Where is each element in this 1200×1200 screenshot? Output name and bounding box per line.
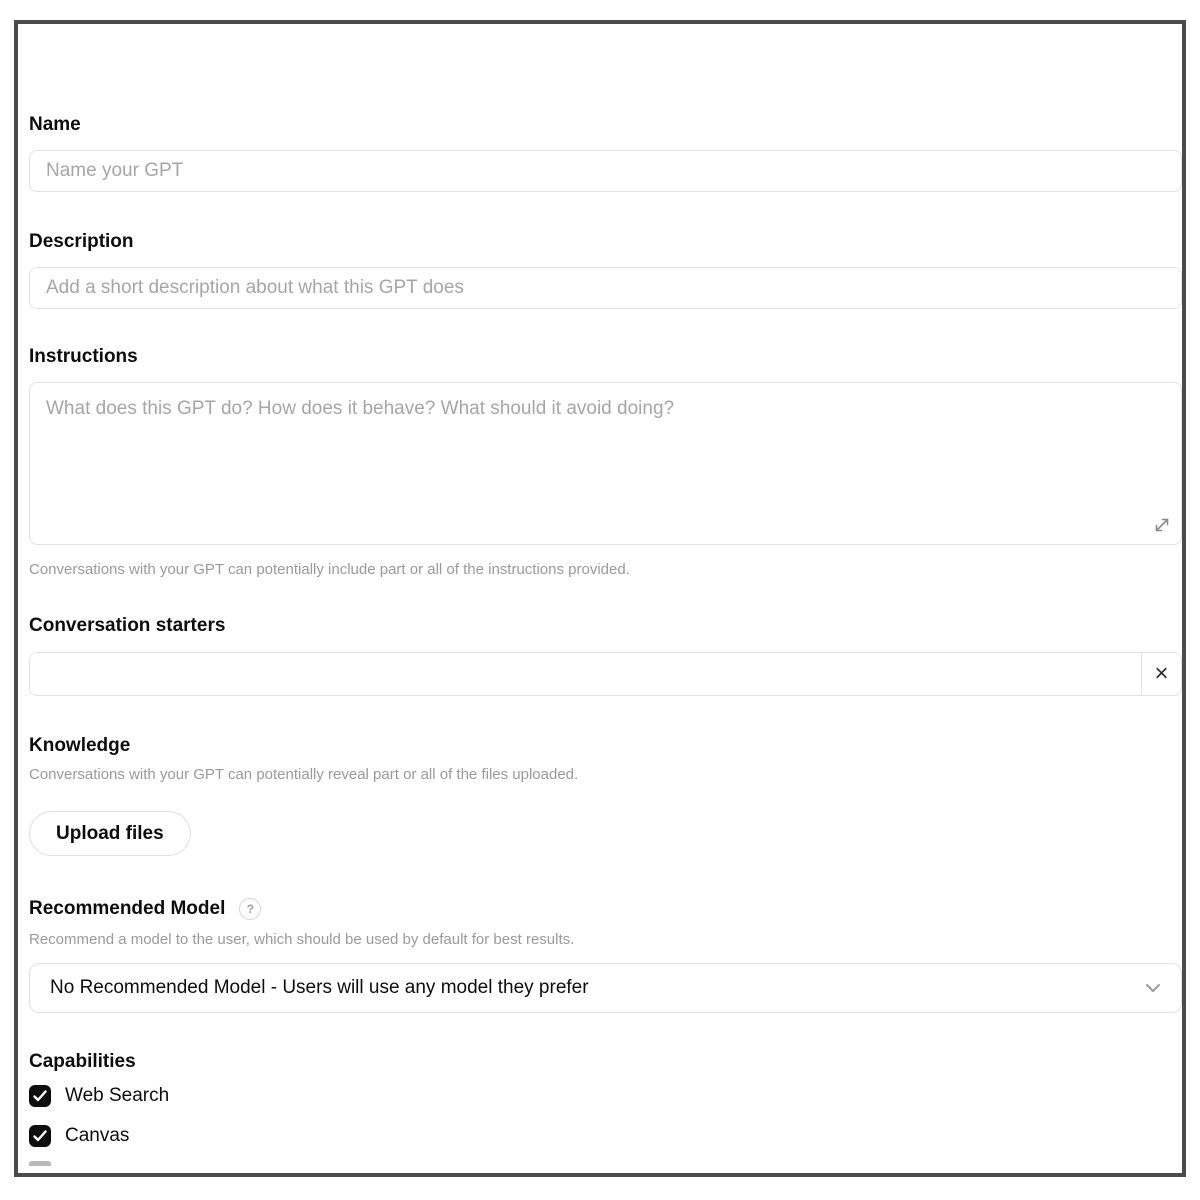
- gpt-editor-panel: [14, 20, 1186, 1177]
- conversation-starter-row: [29, 652, 1182, 696]
- recommended-model-label: Recommended Model: [29, 898, 226, 919]
- expand-resize-icon[interactable]: [1151, 514, 1173, 536]
- upload-files-button[interactable]: Upload files: [29, 811, 191, 856]
- web-search-label: Web Search: [65, 1085, 170, 1106]
- description-label: Description: [29, 231, 134, 252]
- close-icon: ×: [1154, 660, 1169, 687]
- capability-row-web-search: [29, 1083, 1182, 1109]
- check-icon: [33, 1090, 47, 1102]
- recommended-model-select[interactable]: [29, 963, 1182, 1013]
- web-search-checkbox[interactable]: [29, 1085, 51, 1107]
- description-input[interactable]: [29, 267, 1182, 309]
- conversation-starter-input[interactable]: [30, 653, 1141, 695]
- canvas-label: Canvas: [65, 1125, 130, 1146]
- instructions-helper-text: Conversations with your GPT can potentially include part or all of the instructions provided.: [29, 561, 630, 578]
- conversation-starters-label: Conversation starters: [29, 615, 226, 636]
- recommended-model-selected-value: No Recommended Model - Users will use any model they prefer: [50, 977, 589, 998]
- chevron-down-icon: [1145, 983, 1161, 993]
- canvas-checkbox[interactable]: [29, 1125, 51, 1147]
- instructions-textarea[interactable]: [29, 382, 1182, 545]
- capabilities-label: Capabilities: [29, 1051, 136, 1072]
- remove-starter-button[interactable]: [1141, 653, 1181, 695]
- knowledge-helper-text: Conversations with your GPT can potentially reveal part or all of the files uploaded.: [29, 766, 579, 783]
- recommended-model-helper-text: Recommend a model to the user, which should be used by default for best results.: [29, 931, 575, 948]
- recommended-model-label-row: [29, 897, 1182, 921]
- name-label: Name: [29, 114, 81, 135]
- instructions-label: Instructions: [29, 346, 138, 367]
- name-input[interactable]: [29, 150, 1182, 192]
- check-icon: [33, 1130, 47, 1142]
- capability-row-canvas: [29, 1123, 1182, 1149]
- instructions-field-wrap: [29, 382, 1182, 545]
- knowledge-label: Knowledge: [29, 735, 131, 756]
- gpt-editor-form: [18, 24, 1182, 1173]
- partial-cutoff-checkbox: [29, 1161, 51, 1166]
- help-icon[interactable]: ?: [239, 898, 261, 920]
